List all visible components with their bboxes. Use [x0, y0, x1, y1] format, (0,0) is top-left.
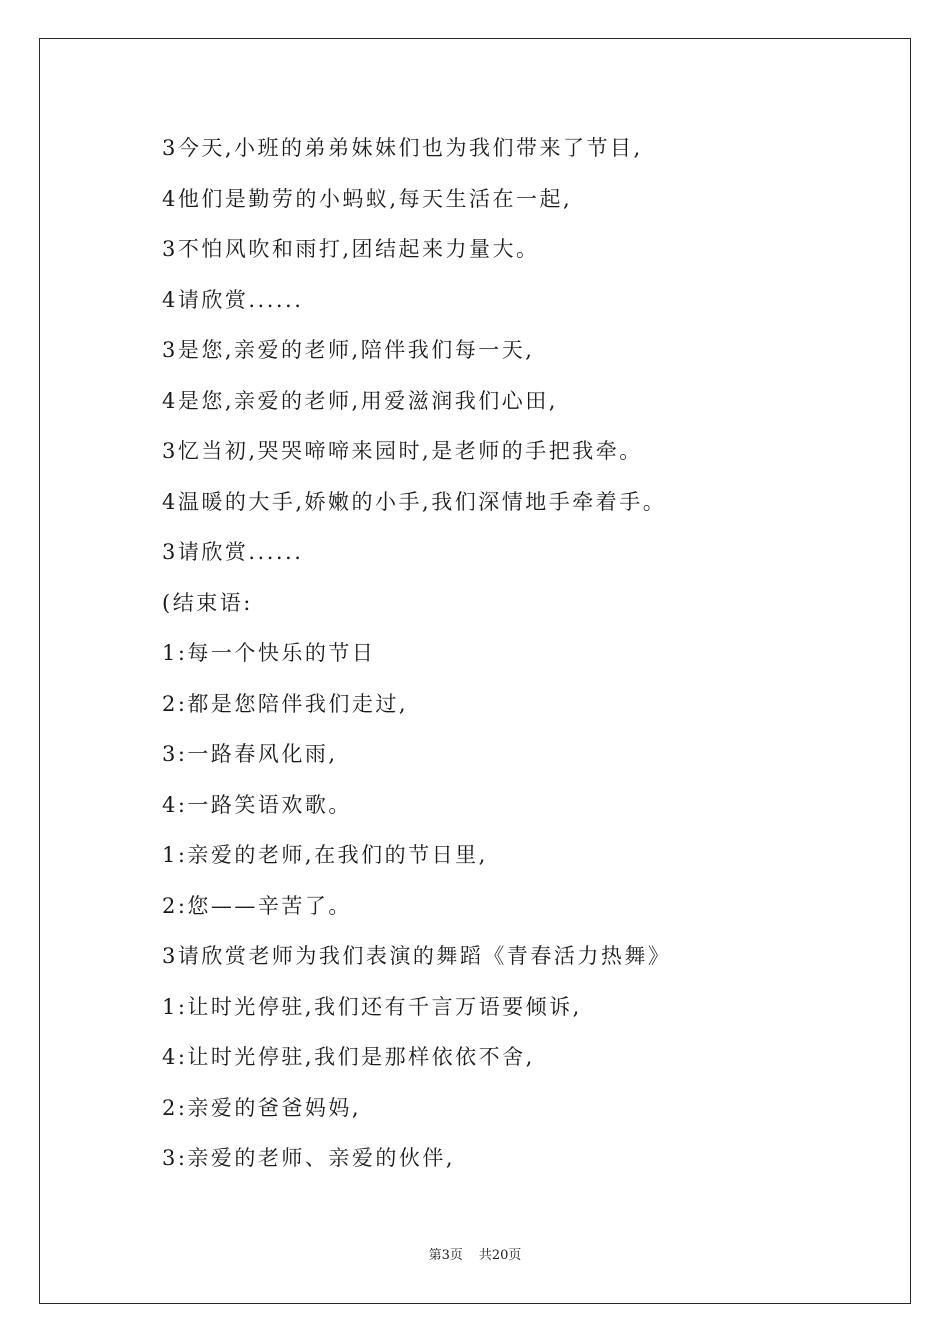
page-footer	[0, 1246, 950, 1266]
text-line: 3:一路春风化雨,	[162, 742, 338, 766]
text-line: 2:亲爱的爸爸妈妈,	[162, 1095, 362, 1120]
text-line: 4温暖的大手,娇嫩的小手,我们深情地手牵着手。	[162, 489, 667, 514]
text-line: 3:亲爱的老师、亲爱的伙伴,	[162, 1146, 456, 1170]
text-line: 4他们是勤劳的小蚂蚁,每天生活在一起,	[162, 186, 573, 211]
text-line: 3忆当初,哭哭啼啼来园时,是老师的手把我牵。	[162, 439, 643, 463]
page-total: 共20页	[478, 1248, 522, 1263]
text-line: 3不怕风吹和雨打,团结起来力量大。	[162, 237, 540, 261]
text-line: 3今天,小班的弟弟妹妹们也为我们带来了节目,	[162, 136, 643, 160]
text-line: 4请欣赏......	[162, 287, 304, 312]
text-line: 1:让时光停驻,我们还有千言万语要倾诉,	[162, 994, 582, 1019]
text-line: 3请欣赏......	[162, 540, 304, 564]
text-line: (结束语:	[162, 590, 253, 615]
text-line: 2:都是您陪伴我们走过,	[162, 691, 409, 716]
text-line: 3是您,亲爱的老师,陪伴我们每一天,	[162, 338, 535, 362]
text-line: 1:每一个快乐的节日	[162, 641, 376, 665]
text-line: 4是您,亲爱的老师,用爱滋润我们心田,	[162, 388, 558, 413]
text-line: 4:让时光停驻,我们是那样依依不舍,	[162, 1045, 535, 1069]
page-number: 第3页	[428, 1248, 463, 1263]
text-line: 1:亲爱的老师,在我们的节日里,	[162, 843, 488, 867]
text-line: 4:一路笑语欢歌。	[162, 792, 352, 817]
text-line: 3请欣赏老师为我们表演的舞蹈《青春活力热舞》	[162, 944, 672, 968]
document-body	[162, 131, 862, 1192]
text-line: 2:您——辛苦了。	[162, 893, 352, 918]
